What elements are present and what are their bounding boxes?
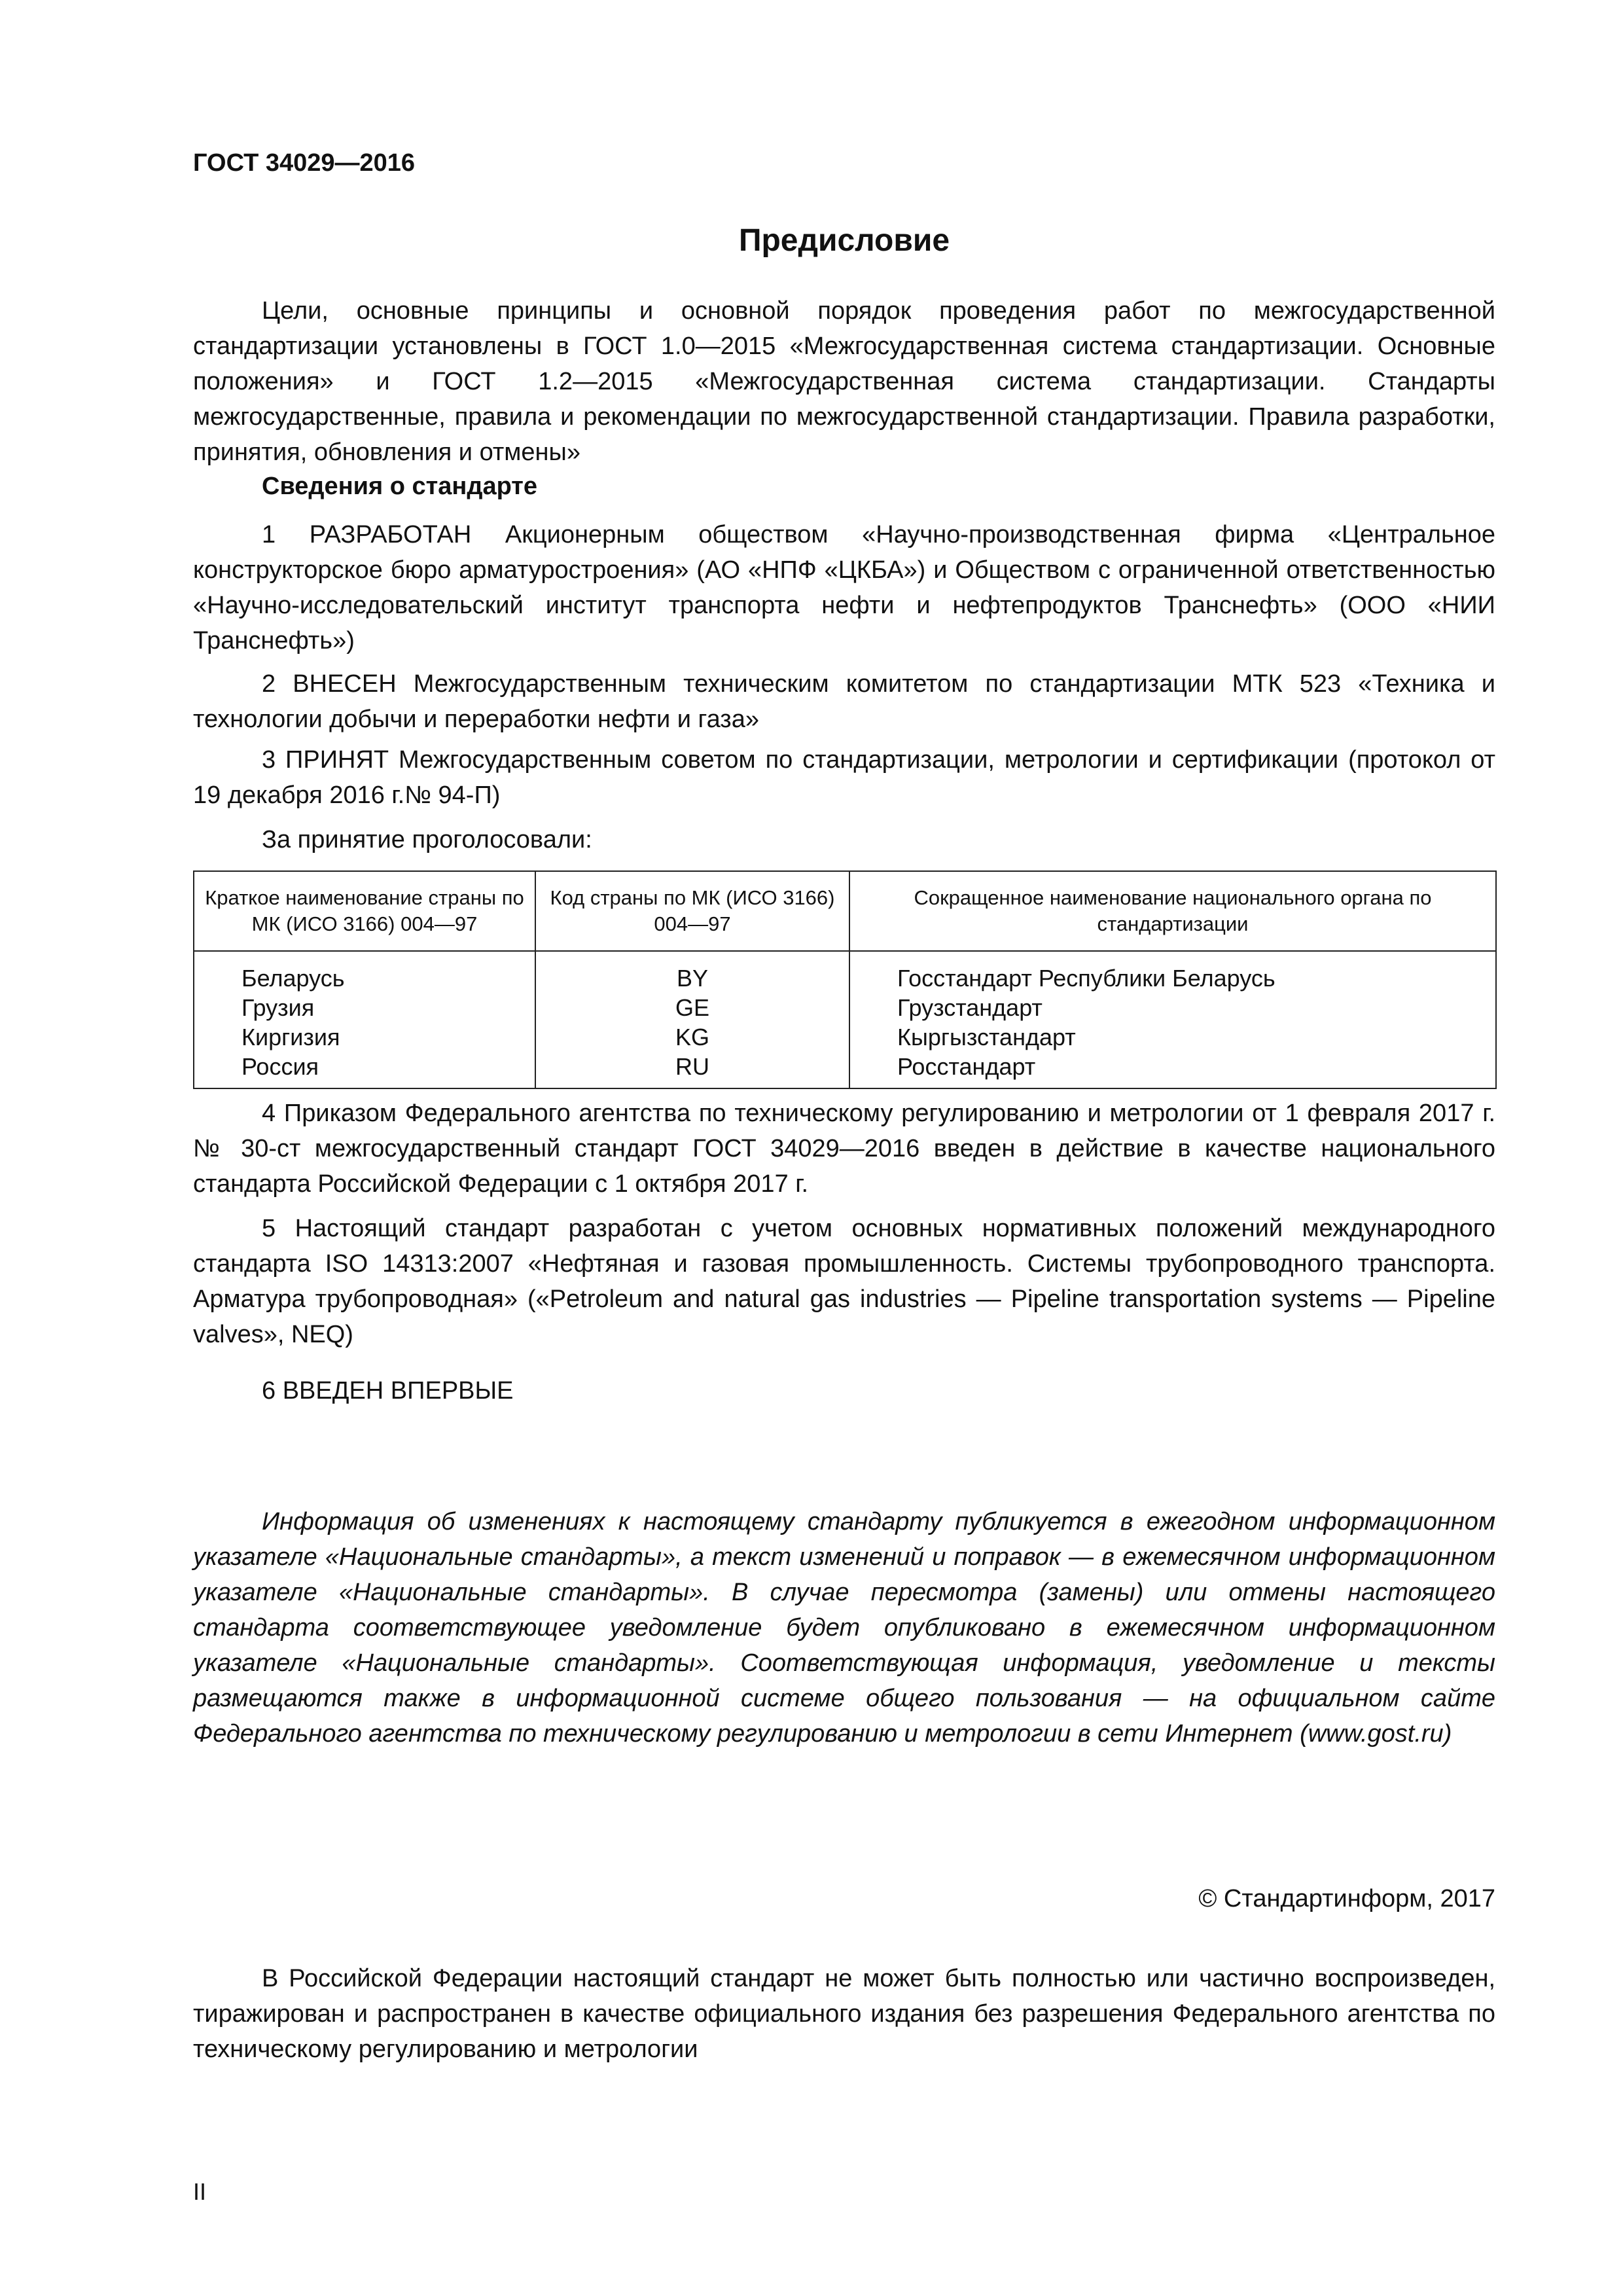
country-cell: Россия	[194, 1052, 535, 1088]
page-title: Предисловие	[738, 223, 950, 258]
table-row	[194, 1022, 1496, 1052]
country-cell: Киргизия	[194, 1022, 535, 1052]
standard-info-heading: Сведения о стандарте	[262, 473, 538, 500]
code-cell: RU	[535, 1052, 849, 1088]
code-cell: BY	[535, 951, 849, 993]
item-submitted: 2 ВНЕСЕН Межгосударственным техническим комитетом по стандартизации МТК 523 «Техника и технологии добычи и переработки нефти и газа»	[193, 670, 1495, 733]
item-based-on: 5 Настоящий стандарт разработан с учетом основных нормативных положений международного стандарта ISO 14313:2007 «Нефтяная и газовая промышленность. Системы трубопроводного транспорта. Арматура трубопроводная» («Petroleum and natural gas industries — Pipeline transportation systems — Pipeline valves», NEQ)	[193, 1215, 1495, 1348]
standards-body-cell: Кыргызстандарт	[849, 1022, 1496, 1052]
country-cell: Грузия	[194, 993, 535, 1022]
standards-body-cell: Грузстандарт	[849, 993, 1496, 1022]
header-country-name: Краткое наименование страны по МК (ИСО 3166) 004—97	[194, 871, 535, 951]
page-number: II	[193, 2178, 207, 2205]
table-row	[194, 951, 1496, 993]
voting-table-header-row	[194, 871, 1496, 951]
code-cell: GE	[535, 993, 849, 1022]
changes-info-note: Информация об изменениях к настоящему стандарту публикуется в ежегодном информационном указателе «Национальные стандарты», а текст изменений и поправок — в ежемесячном информационном указателе «Национальные стандарты». В случае пересмотра (замены) или отмены настоящего стандарта соответствующее уведомление будет опубликовано в ежемесячном информационном указателе «Национальные стандарты». Соответствующая информация, уведомление и тексты размещаются также в информационной системе общего пользования — на официальном сайте Федерального агентства по техническому регулированию и метрологии в сети Интернет (www.gost.ru)	[193, 1508, 1495, 1748]
item-first-introduced: 6 ВВЕДЕН ВПЕРВЫЕ	[262, 1377, 514, 1405]
table-row	[194, 1052, 1496, 1088]
rights-notice: В Российской Федерации настоящий стандарт не может быть полностью или частично воспроизведен, тиражирован и распространен в качестве официального издания без разрешения Федерального агентства по техническому регулированию и метрологии	[193, 1965, 1495, 2063]
voting-table	[193, 870, 1497, 1089]
document-code-header: ГОСТ 34029—2016	[193, 149, 416, 177]
standards-body-cell: Росстандарт	[849, 1052, 1496, 1088]
item-developed: 1 РАЗРАБОТАН Акционерным обществом «Научно-производственная фирма «Центральное конструкторское бюро арматуростроения» (АО «НПФ «ЦКБА») и Обществом с ограниченной ответственностью «Научно-исследовательский институт транспорта нефти и нефтепродуктов Транснефть» (ООО «НИИ Транснефть»)	[193, 521, 1495, 655]
standards-body-cell: Госстандарт Республики Беларусь	[849, 951, 1496, 993]
country-cell: Беларусь	[194, 951, 535, 993]
item-adopted: 3 ПРИНЯТ Межгосударственным советом по стандартизации, метрологии и сертификации (протокол от 19 декабря 2016 г.№ 94-П)	[193, 746, 1495, 809]
item-enacted: 4 Приказом Федерального агентства по техническому регулированию и метрологии от 1 февраля 2017 г. № 30-ст межгосударственный стандарт ГОСТ 34029—2016 введен в действие в качестве национального стандарта Российской Федерации с 1 октября 2017 г.	[193, 1100, 1495, 1198]
code-cell: KG	[535, 1022, 849, 1052]
intro-paragraph: Цели, основные принципы и основной порядок проведения работ по межгосударственной стандартизации установлены в ГОСТ 1.0—2015 «Межгосударственная система стандартизации. Основные положения» и ГОСТ 1.2—2015 «Межгосударственная система стандартизации. Стандарты межгосударственные, правила и рекомендации по межгосударственной стандартизации. Правила разработки, принятия, обновления и отмены»	[193, 297, 1495, 466]
header-standards-body: Сокращенное наименование национального органа по стандартизации	[849, 871, 1496, 951]
table-row	[194, 993, 1496, 1022]
header-country-code: Код страны по МК (ИСО 3166) 004—97	[535, 871, 849, 951]
copyright-notice: © Стандартинформ, 2017	[1198, 1885, 1495, 1912]
vote-intro: За принятие проголосовали:	[262, 826, 592, 853]
